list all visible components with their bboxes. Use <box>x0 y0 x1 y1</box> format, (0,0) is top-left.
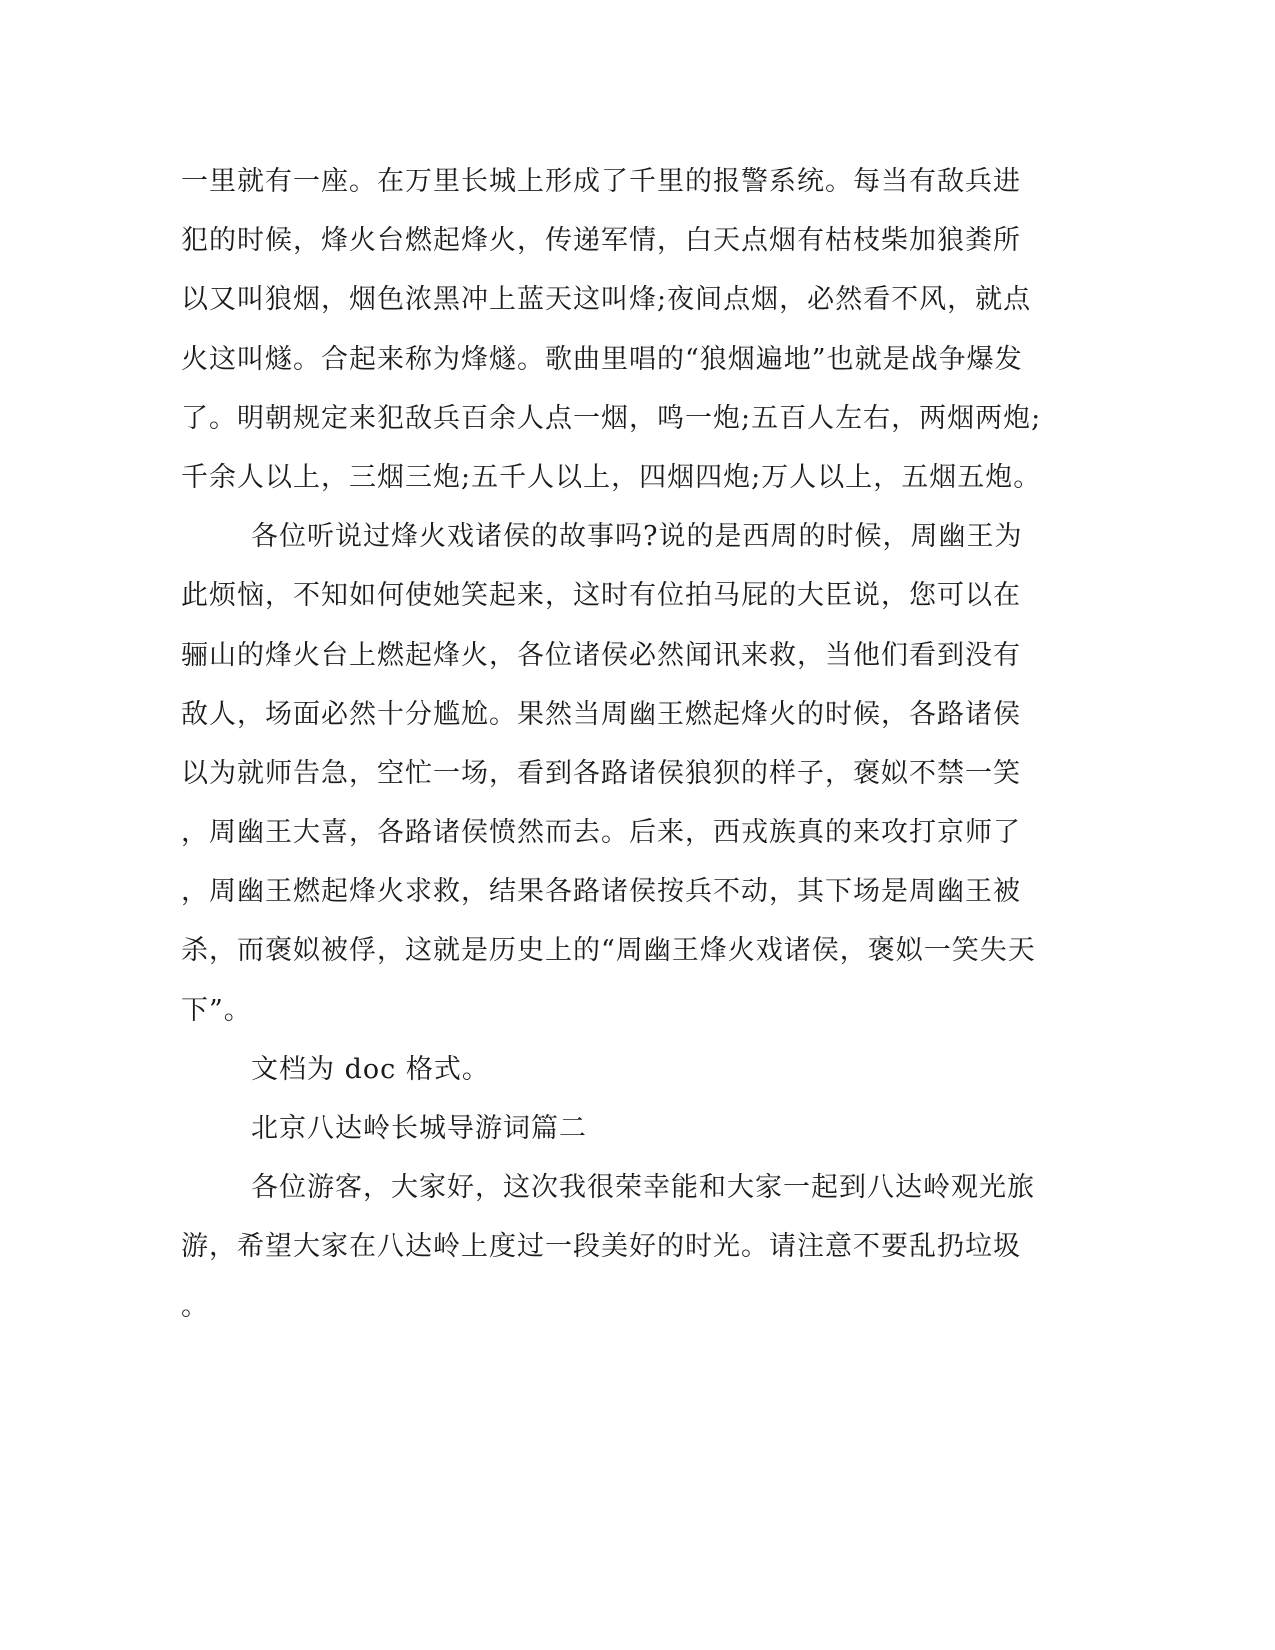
text-line: 以又叫狼烟，烟色浓黑冲上蓝天这叫烽;夜间点烟，必然看不风，就点 <box>181 284 1032 316</box>
text-line: ，周幽王大喜，各路诸侯愤然而去。后来，西戎族真的来攻打京师了 <box>181 817 1021 849</box>
body-text <box>181 152 1041 1336</box>
text-line: 以为就师告急，空忙一场，看到各路诸侯狼狈的样子，褒姒不禁一笑 <box>181 757 1021 789</box>
text-line: 下”。 <box>181 994 252 1026</box>
text-line: ，周幽王燃起烽火求救，结果各路诸侯按兵不动，其下场是周幽王被 <box>181 876 1021 908</box>
section-heading: 北京八达岭长城导游词篇二 <box>251 1113 587 1144</box>
text-line: 。 <box>181 1290 209 1322</box>
text-line: 各位游客，大家好，这次我很荣幸能和大家一起到八达岭观光旅 <box>251 1172 1035 1204</box>
text-line: 千余人以上，三烟三炮;五千人以上，四烟四炮;万人以上，五烟五炮。 <box>181 461 1042 493</box>
text-line: 一里就有一座。在万里长城上形成了千里的报警系统。每当有敌兵进 <box>181 166 1021 197</box>
text-line: 游，希望大家在八达岭上度过一段美好的时光。请注意不要乱扔垃圾 <box>181 1231 1021 1263</box>
text-line: 犯的时候，烽火台燃起烽火，传递军情，白天点烟有枯枝柴加狼粪所 <box>181 225 1021 257</box>
text-line: 骊山的烽火台上燃起烽火，各位诸侯必然闻讯来救，当他们看到没有 <box>181 639 1021 671</box>
text-line: 敌人，场面必然十分尴尬。果然当周幽王燃起烽火的时候，各路诸侯 <box>181 698 1021 730</box>
format-note: 文档为 doc 格式。 <box>251 1053 490 1085</box>
text-line: 各位听说过烽火戏诸侯的故事吗?说的是西周的时候，周幽王为 <box>251 521 1023 553</box>
text-line: 杀，而褒姒被俘，这就是历史上的“周幽王烽火戏诸侯，褒姒一笑失天 <box>181 935 1036 967</box>
text-line: 此烦恼，不知如何使她笑起来，这时有位拍马屁的大臣说，您可以在 <box>181 580 1021 612</box>
text-line: 火这叫燧。合起来称为烽燧。歌曲里唱的“狼烟遍地”也就是战争爆发 <box>181 343 1023 375</box>
text-line: 了。明朝规定来犯敌兵百余人点一烟，鸣一炮;五百人左右，两烟两炮; <box>181 402 1042 434</box>
